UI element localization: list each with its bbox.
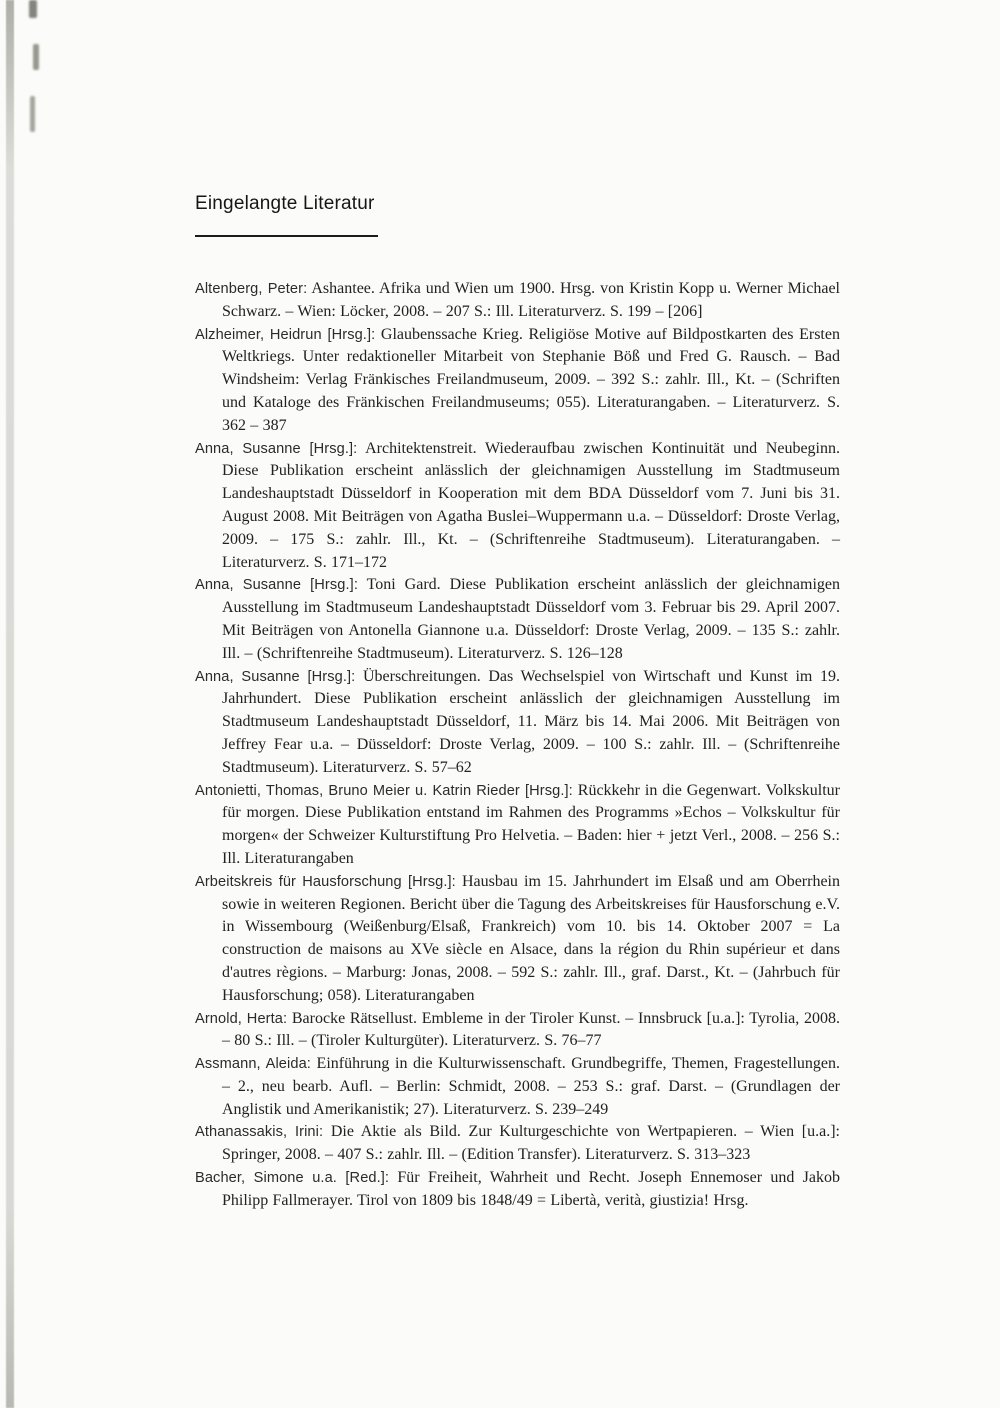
entry-author: Bacher, Simone u.a. [Red.]: xyxy=(195,1170,390,1187)
entry-author: Alzheimer, Heidrun [Hrsg.]: xyxy=(195,326,376,343)
entry-author: Anna, Susanne [Hrsg.]: xyxy=(195,577,358,594)
entry-text: Toni Gard. Diese Publikation erscheint anlässlich der gleichnamigen Ausstellung im Stadtmuseum Landeshauptstadt Düsseldorf vom 3. Februar bis 29. April 2007. Mit Beiträgen von Antonella Giannone u.a. Düsseldorf: Droste Verlag, 2009. – 135 S.: zahlr. Ill. – (Schriftenreihe Stadtmuseum). Literaturverz. S. 126–128 xyxy=(222,576,840,662)
entry-text: Glaubenssache Krieg. Religiöse Motive auf Bildpostkarten des Ersten Weltkriegs. Unter redaktioneller Mitarbeit von Stephanie Böß und Fred G. Rausch. – Bad Windsheim: Verlag Fränkisches Freilandmuseum, 2009. – 392 S.: zahlr. Ill., Kt. – (Schriften und Kataloge des Fränkischen Freilandmuseums; 055). Literaturangaben. – Literaturverz. S. 362 – 387 xyxy=(222,325,840,434)
entry-text: Überschreitungen. Das Wechselspiel von Wirtschaft und Kunst im 19. Jahrhundert. Diese Publikation erscheint anlässlich der gleichnamigen Ausstellung im Stadtmuseum Landeshauptstadt Düsseldorf, 11. März bis 14. Mai 2006. Mit Beiträgen von Jeffrey Fear u.a. – Düsseldorf: Droste Verlag, 2009. – 100 S.: zahlr. Ill. – (Schriftenreihe Stadtmuseum). Literaturverz. S. 57–62 xyxy=(222,667,840,776)
bibliography-entry xyxy=(195,438,840,575)
entry-text: Barocke Rätsellust. Embleme in der Tiroler Kunst. – Innsbruck [u.a.]: Tyrolia, 2008. – 80 S.: Ill. – (Tiroler Kulturgüter). Literaturverz. S. 76–77 xyxy=(222,1009,840,1050)
entry-text: Einführung in die Kulturwissenschaft. Grundbegriffe, Themen, Fragestellungen. – 2., neu bearb. Aufl. – Berlin: Schmidt, 2008. – 253 S.: graf. Darst. – (Grundlagen der Anglistik und Amerikanistik; 27). Literaturverz. S. 239–249 xyxy=(222,1055,840,1118)
bibliography-list xyxy=(195,278,840,1213)
scan-artifact xyxy=(33,44,39,70)
entry-author: Athanassakis, Irini: xyxy=(195,1124,324,1141)
bibliography-entry xyxy=(195,324,840,438)
page-scan-edge xyxy=(6,0,14,1408)
entry-text: Architektenstreit. Wiederaufbau zwischen Kontinuität und Neubeginn. Diese Publikation erscheint anlässlich der gleichnamigen Ausstellung im Stadtmuseum Landeshauptstadt Düsseldorf in Kooperation mit dem BDA Düsseldorf vom 7. Juni bis 31. August 2008. Mit Beiträgen von Agatha Buslei–Wuppermann u.a. – Düsseldorf: Droste Verlag, 2009. – 175 S.: zahlr. Ill., Kt. – (Schriftenreihe Stadtmuseum). Literaturangaben. – Literaturverz. S. 171–172 xyxy=(222,439,841,571)
bibliography-entry xyxy=(195,666,840,780)
bibliography-entry xyxy=(195,1008,840,1054)
entry-author: Arnold, Herta: xyxy=(195,1010,288,1027)
entry-text: Die Aktie als Bild. Zur Kulturgeschichte von Wertpapieren. – Wien [u.a.]: Springer, 2008. – 407 S.: zahlr. Ill. – (Edition Transfer). Literaturverz. S. 313–323 xyxy=(222,1123,840,1164)
bibliography-entry xyxy=(195,574,840,665)
entry-author: Assmann, Aleida: xyxy=(195,1056,311,1073)
bibliography-entry xyxy=(195,1121,840,1167)
entry-text: Hausbau im 15. Jahrhundert im Elsaß und am Oberrhein sowie in weiteren Regionen. Bericht über die Tagung des Arbeitskreises für Hausforschung e.V. in Wissembourg (Weißenburg/Elsaß, Frankreich) vom 10. bis 14. Oktober 2007 = La construction de maisons au XVe siècle en Alsace, dans la région du Rhin supérieur et dans d'autres règions. – Marburg: Jonas, 2008. – 592 S.: zahlr. Ill., graf. Darst., Kt. – (Jahrbuch für Hausforschung; 058). Literaturangaben xyxy=(222,872,840,1004)
section-heading: Eingelangte Literatur xyxy=(195,193,375,214)
entry-author: Antonietti, Thomas, Bruno Meier u. Katrin Rieder [Hrsg.]: xyxy=(195,782,573,799)
entry-author: Altenberg, Peter: xyxy=(195,281,308,297)
entry-text: Rückkehr in die Gegenwart. Volkskultur für morgen. Diese Publikation entstand im Rahmen des Programms »Echos – Volkskultur für morgen« der Schweizer Kulturstiftung Pro Helvetia. – Baden: hier + jetzt Verl., 2008. – 256 S.: Ill. Literaturangaben xyxy=(222,781,840,867)
bibliography-entry xyxy=(195,1167,840,1213)
entry-text: Ashantee. Afrika und Wien um 1900. Hrsg. von Kristin Kopp u. Werner Michael Schwarz. – Wien: Löcker, 2008. – 207 S.: Ill. Literaturverz. S. 199 – [206] xyxy=(222,280,840,320)
scan-artifact xyxy=(29,0,37,18)
entry-text: Für Freiheit, Wahrheit und Recht. Joseph Ennemoser und Jakob Philipp Fallmerayer. Tirol von 1809 bis 1848/49 = Libertà, verità, giustizia! Hrsg. xyxy=(222,1169,840,1209)
entry-author: Arbeitskreis für Hausforschung [Hrsg.]: xyxy=(195,873,456,890)
entry-author: Anna, Susanne [Hrsg.]: xyxy=(195,440,358,457)
bibliography-entry xyxy=(195,780,840,871)
heading-underline-rule xyxy=(195,235,378,237)
bibliography-entry xyxy=(195,1053,840,1121)
entry-author: Anna, Susanne [Hrsg.]: xyxy=(195,668,356,685)
bibliography-entry xyxy=(195,871,840,1008)
bibliography-entry xyxy=(195,278,840,324)
scan-artifact xyxy=(30,96,35,132)
